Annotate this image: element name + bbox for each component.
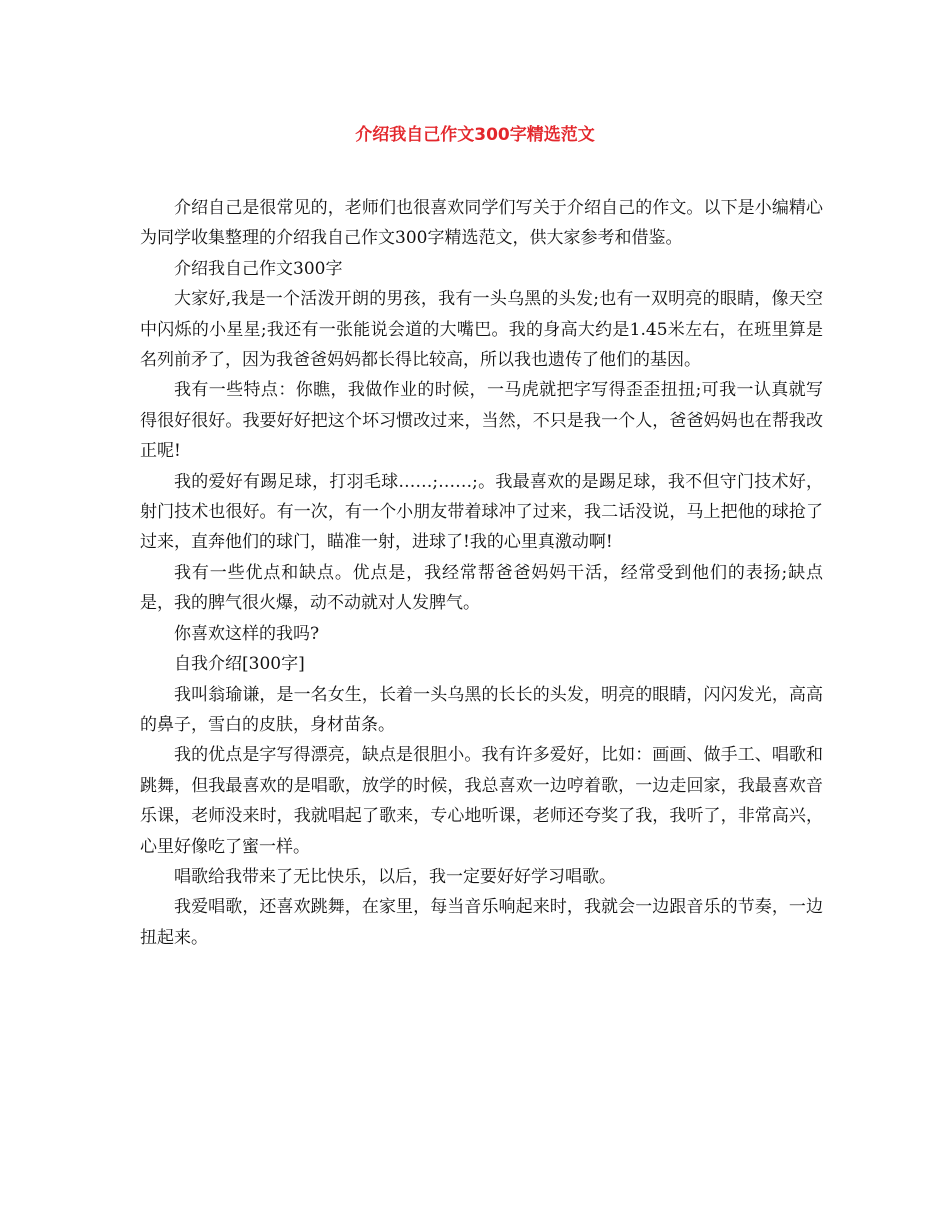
document-body <box>140 193 823 953</box>
document-title: 介绍我自己作文300字精选范文 <box>355 125 595 145</box>
paragraph: 我爱唱歌，还喜欢跳舞，在家里，每当音乐响起来时，我就会一边跟音乐的节奏，一边扭起来。 <box>140 897 823 948</box>
paragraph: 你喜欢这样的我吗? <box>174 623 320 644</box>
section-heading-2: 自我介绍[300字] <box>174 654 305 675</box>
paragraph: 我叫翁瑜谦，是一名女生，长着一头乌黑的长长的头发，明亮的眼睛，闪闪发光，高高的鼻子，雪白的皮肤，身材苗条。 <box>140 684 823 735</box>
paragraph-intro: 介绍自己是很常见的，老师们也很喜欢同学们写关于介绍自己的作文。以下是小编精心为同学收集整理的介绍我自己作文300字精选范文，供大家参考和借鉴。 <box>140 198 823 249</box>
section-heading-1: 介绍我自己作文300字 <box>174 258 343 279</box>
paragraph: 唱歌给我带来了无比快乐，以后，我一定要好好学习唱歌。 <box>174 866 616 887</box>
paragraph: 大家好,我是一个活泼开朗的男孩，我有一头乌黑的头发;也有一双明亮的眼睛，像天空中闪烁的小星星;我还有一张能说会道的大嘴巴。我的身高大约是1.45米左右，在班里算是名列前矛了，因为我爸爸妈妈都长得比较高，所以我也遗传了他们的基因。 <box>140 289 823 371</box>
paragraph: 我的爱好有踢足球，打羽毛球……;……;。我最喜欢的是踢足球，我不但守门技术好，射门技术也很好。有一次，有一个小朋友带着球冲了过来，我二话没说，马上把他的球抢了过来，直奔他们的球门，瞄准一射，进球了!我的心里真激动啊! <box>140 471 823 553</box>
paragraph: 我的优点是字写得漂亮，缺点是很胆小。我有许多爱好，比如：画画、做手工、唱歌和跳舞，但我最喜欢的是唱歌，放学的时候，我总喜欢一边哼着歌，一边走回家，我最喜欢音乐课，老师没来时，我就唱起了歌来，专心地听课，老师还夸奖了我，我听了，非常高兴，心里好像吃了蜜一样。 <box>140 745 823 857</box>
paragraph: 我有一些优点和缺点。优点是，我经常帮爸爸妈妈干活，经常受到他们的表扬;缺点是，我的脾气很火爆，动不动就对人发脾气。 <box>140 562 823 614</box>
paragraph: 我有一些特点：你瞧，我做作业的时候，一马虎就把字写得歪歪扭扭;可我一认真就写得很好很好。我要好好把这个坏习惯改过来，当然，不只是我一个人，爸爸妈妈也在帮我改正呢! <box>140 380 823 462</box>
